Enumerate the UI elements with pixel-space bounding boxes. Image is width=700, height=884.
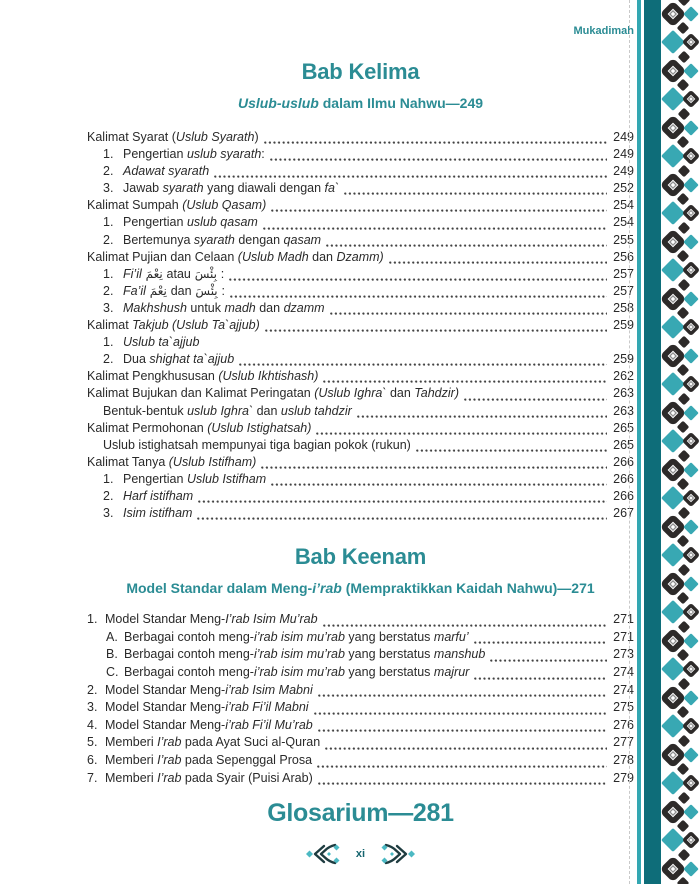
dot-leader (318, 782, 607, 785)
dot-leader (230, 295, 607, 298)
toc-row-marker: 1. (103, 266, 114, 281)
text-part: dan (170, 283, 192, 298)
chapter-title-bab-keenam: Bab Keenam (294, 544, 427, 570)
toc-page-number: 271 (613, 629, 634, 644)
toc-row-text (103, 437, 411, 454)
toc-list-bab-keenam (87, 611, 634, 787)
toc-page-number: 266 (613, 488, 634, 503)
italic-term: qasam (283, 232, 322, 247)
toc-row (87, 505, 634, 522)
text-part: Kalimat Permohonan (87, 420, 208, 435)
toc-row-marker: 1. (103, 471, 114, 486)
text-part: Kalimat Syarat ( (87, 130, 176, 144)
italic-term: i’rab isim mu’rab (253, 647, 345, 662)
toc-page-number: 279 (613, 770, 634, 785)
footer-ornament-left-icon (305, 843, 343, 865)
toc-row-marker: A. (106, 629, 118, 644)
text-part: pada Syair (Puisi Arab) (181, 770, 313, 785)
italic-term: Fa’il (123, 283, 146, 298)
toc-row-text (123, 351, 234, 368)
toc-row-text (87, 454, 256, 471)
toc-page-number: 273 (613, 647, 634, 662)
toc-row-text (123, 266, 224, 283)
toc-row (87, 629, 634, 647)
italic-term: syarath (162, 181, 204, 196)
toc-row-marker: 2. (103, 164, 114, 179)
toc-row-text (87, 385, 459, 402)
italic-term: i’rab Isim Mabni (225, 682, 313, 697)
dot-leader (344, 192, 607, 195)
glossary-heading: Glosarium—281 (267, 799, 454, 828)
dot-leader (416, 449, 607, 452)
text-part: Kalimat Pujian dan Celaan (87, 249, 238, 264)
text-part: Model Standar Meng- (105, 612, 226, 627)
italic-term: I’rab Isim Mu’rab (225, 612, 318, 627)
dot-leader (271, 483, 607, 486)
italic-term: i’rab isim mu’rab (253, 629, 345, 644)
toc-row (87, 317, 634, 334)
dot-leader (318, 694, 607, 697)
toc-row-text (123, 505, 192, 522)
toc-row (87, 437, 634, 454)
italic-term: Uslub-uslub (237, 95, 319, 111)
toc-page-number: 263 (613, 403, 634, 418)
text-part: Berbagai contoh meng- (124, 629, 254, 644)
dot-leader (490, 659, 607, 662)
page-footer (87, 843, 634, 865)
text-part: yang berstatus (344, 664, 434, 679)
italic-term: Isim istifham (123, 506, 193, 521)
toc-page-number: 263 (613, 386, 634, 401)
toc-page-number: 249 (613, 147, 634, 162)
toc-row (87, 368, 634, 385)
dot-leader (197, 517, 607, 520)
toc-row (87, 197, 634, 214)
toc-row-marker: 2. (87, 682, 98, 697)
text-part: untuk (186, 300, 225, 315)
dot-leader (318, 729, 607, 732)
text-part: Model Standar Meng- (105, 717, 226, 732)
italic-term: i’rab Fi’il Mabni (225, 700, 309, 715)
toc-row-marker: 1. (103, 147, 114, 162)
text-part: Kalimat Bujukan dan Kalimat Peringatan (87, 386, 315, 401)
toc-page-number: 254 (613, 198, 634, 213)
toc-row-text (124, 629, 469, 647)
toc-row-text (123, 232, 321, 249)
toc-row-text (123, 283, 225, 300)
toc-page-number: 259 (613, 352, 634, 367)
text-part: dan (386, 386, 415, 401)
footer-ornament-right-icon (378, 843, 416, 865)
italic-term: Adawat syarath (123, 164, 210, 179)
text-part: dan (255, 300, 284, 315)
toc-row-marker: 1. (87, 612, 98, 627)
border-teal-line (637, 0, 641, 884)
toc-page-number: 274 (613, 664, 634, 679)
italic-term: marfu’ (433, 629, 469, 644)
text-part: Bertemunya (123, 232, 194, 247)
toc-row-text (105, 699, 309, 717)
toc-page-number: 271 (613, 612, 634, 627)
italic-term: dzamm (283, 300, 325, 315)
text-part: Pengertian (123, 147, 187, 162)
dot-leader (271, 209, 607, 212)
toc-row-text (123, 488, 193, 505)
text-part: Berbagai contoh meng- (124, 664, 254, 679)
dot-leader (239, 363, 607, 366)
toc-row-text (87, 129, 259, 146)
italic-term: majrur (433, 664, 470, 679)
italic-term: madh (224, 300, 256, 315)
italic-term: Fi’il (123, 266, 142, 281)
italic-term: fa` (324, 181, 340, 196)
text-part: Pengertian (123, 471, 187, 486)
text-part: yang diawali dengan (203, 181, 325, 196)
dot-leader (198, 500, 607, 503)
dot-leader (264, 141, 607, 144)
toc-row-marker: 2. (103, 283, 114, 298)
dot-leader (317, 765, 607, 768)
dot-leader (357, 415, 607, 418)
toc-row (87, 770, 634, 788)
toc-page-number: 276 (613, 717, 634, 732)
text-part: yang berstatus (344, 629, 434, 644)
toc-row-text (105, 682, 313, 700)
toc-page-number: 274 (613, 682, 634, 697)
toc-row-text (123, 334, 199, 351)
toc-row (87, 249, 634, 266)
italic-term: Takjub (Uslub Ta`ajjub) (132, 318, 260, 333)
toc-row (87, 420, 634, 437)
toc-row-text (87, 317, 260, 334)
text-part: : (220, 266, 225, 281)
dot-leader (323, 380, 607, 383)
toc-row-text (124, 646, 485, 664)
toc-page-number: 257 (613, 283, 634, 298)
toc-row-marker: B. (106, 647, 118, 662)
arabic-term: بِئْسَ (191, 283, 222, 298)
toc-row-marker: 7. (87, 770, 98, 785)
toc-page-number: 278 (613, 752, 634, 767)
dot-leader (265, 329, 607, 332)
toc-row (87, 214, 634, 231)
text-part: Kalimat (87, 318, 133, 333)
italic-term: Uslub Istifham (186, 471, 267, 486)
toc-row (87, 403, 634, 420)
italic-term: (Uslub Istifham) (168, 454, 257, 469)
toc-page-number: 265 (613, 437, 634, 452)
toc-row-marker: 3. (103, 300, 114, 315)
arabic-term: نِعْمَ (145, 283, 171, 298)
toc-row (87, 385, 634, 402)
toc-row-text (123, 180, 339, 197)
text-part: pada Sepenggal Prosa (181, 752, 313, 767)
arabic-term: نِعْمَ (141, 266, 167, 281)
toc-row-text (87, 249, 384, 266)
text-part: Berbagai contoh meng- (124, 647, 254, 662)
toc-row-marker: 3. (103, 506, 114, 521)
toc-page-number: 257 (613, 266, 634, 281)
dot-leader (263, 227, 607, 230)
dot-leader (326, 244, 607, 247)
toc-row (87, 163, 634, 180)
toc-row-text (123, 471, 266, 488)
page-edge-mark (629, 0, 630, 884)
text-part: Memberi (105, 735, 158, 750)
toc-content (87, 0, 634, 865)
text-part: pada Ayat Suci al-Quran (181, 735, 321, 750)
dot-leader (464, 398, 607, 401)
italic-term: (Uslub Qasam) (182, 198, 267, 213)
toc-page-number: 249 (613, 164, 634, 179)
toc-page-number: 266 (613, 454, 634, 469)
toc-row-marker: 1. (103, 335, 114, 350)
dot-leader (323, 624, 607, 627)
italic-term: manshub (433, 647, 486, 662)
toc-page-number: 277 (613, 735, 634, 750)
text-part: Bentuk-bentuk (103, 403, 188, 418)
italic-term: Dzamm) (336, 249, 384, 264)
dot-leader (474, 641, 607, 644)
toc-row (87, 283, 634, 300)
toc-page-number: 259 (613, 318, 634, 333)
dot-leader (314, 712, 607, 715)
dot-leader (325, 747, 607, 750)
toc-page-number: 254 (613, 215, 634, 230)
italic-term: syarath (193, 232, 235, 247)
toc-row-text (87, 368, 318, 385)
toc-page-number: 252 (613, 181, 634, 196)
page-number-roman: xi (355, 848, 366, 861)
toc-row-marker: 5. (87, 735, 98, 750)
toc-row-text (105, 611, 318, 629)
batik-pattern-icon (661, 0, 700, 884)
toc-row (87, 699, 634, 717)
text-part: yang berstatus (344, 647, 434, 662)
italic-term: (Uslub Ighra` (314, 386, 387, 401)
dot-leader (474, 677, 607, 680)
italic-term: Harf istifham (123, 488, 194, 503)
text-part: Uslub istighatsah mempunyai tiga bagian pokok (rukun) (103, 437, 411, 452)
italic-term: i’rab isim mu’rab (253, 664, 345, 679)
toc-row (87, 488, 634, 505)
toc-row-marker: 2. (103, 488, 114, 503)
dot-leader (261, 466, 607, 469)
toc-page-number: 266 (613, 471, 634, 486)
text-part: (Mempraktikkan Kaidah Nahwu)—271 (341, 580, 595, 597)
toc-page-number: 249 (613, 130, 634, 144)
toc-page-number: 265 (613, 420, 634, 435)
toc-page-number: 275 (613, 700, 634, 715)
toc-row-marker: 1. (103, 215, 114, 230)
italic-term: uslub Ighra` (187, 403, 254, 418)
toc-row (87, 334, 634, 351)
italic-term: (Uslub Madh (237, 249, 309, 264)
text-part: : (261, 147, 265, 162)
dot-leader (229, 278, 607, 281)
dot-leader (214, 175, 607, 178)
text-part: dengan (234, 232, 284, 247)
italic-term: i’rab Fi’il Mu’rab (225, 717, 313, 732)
text-part: Memberi (105, 752, 158, 767)
toc-row (87, 180, 634, 197)
text-part: atau (166, 266, 191, 281)
toc-row (87, 266, 634, 283)
italic-term: I’rab (157, 735, 182, 750)
toc-row (87, 646, 634, 664)
italic-term: Uslub Syarath (175, 130, 255, 144)
text-part: ) (254, 130, 259, 144)
decorative-border (637, 0, 700, 884)
toc-row-marker: 3. (87, 700, 98, 715)
toc-row-marker: 3. (103, 181, 114, 196)
toc-row-marker: 2. (103, 232, 114, 247)
text-part: Pengertian (123, 215, 187, 230)
italic-term: shighat ta`ajjub (149, 352, 235, 367)
toc-row (87, 300, 634, 317)
italic-term: (Uslub Istighatsah) (207, 420, 312, 435)
text-part: dan (308, 249, 337, 264)
toc-row-marker: 6. (87, 752, 98, 767)
chapter-subtitle-bab-keenam (87, 579, 634, 597)
toc-row-text (105, 770, 313, 788)
toc-row-text (87, 197, 266, 214)
italic-term: uslub syarath (186, 147, 262, 162)
toc-row (87, 129, 634, 146)
toc-row (87, 146, 634, 163)
toc-page-number: 256 (613, 249, 634, 264)
italic-term: uslub tahdzir (280, 403, 352, 418)
running-head: Mukadimah (573, 25, 634, 37)
toc-row-text (123, 300, 325, 317)
toc-row-text (87, 420, 311, 437)
italic-term: I’rab (157, 752, 182, 767)
toc-page-number: 258 (613, 300, 634, 315)
dot-leader (316, 432, 607, 435)
toc-row-text (124, 664, 469, 682)
italic-term: i’rab (312, 580, 342, 597)
chapter-title-bab-kelima: Bab Kelima (301, 59, 420, 84)
toc-row-text (123, 146, 265, 163)
toc-row (87, 232, 634, 249)
text-part: Model Standar Meng- (105, 682, 226, 697)
italic-term: I’rab (157, 770, 182, 785)
text-part: dan (253, 403, 281, 418)
toc-row (87, 611, 634, 629)
toc-row (87, 454, 634, 471)
text-part: Kalimat Sumpah (87, 198, 183, 213)
text-part: Memberi (105, 770, 158, 785)
italic-term: uslub qasam (186, 215, 258, 230)
toc-page-number: 267 (613, 506, 634, 521)
toc-row (87, 717, 634, 735)
arabic-term: بِئْسَ (190, 266, 221, 281)
toc-row-text (123, 214, 258, 231)
dot-leader (330, 312, 607, 315)
toc-row (87, 682, 634, 700)
text-part: dalam Ilmu Nahwu—249 (318, 95, 484, 111)
toc-row-text (105, 717, 313, 735)
toc-row-text (123, 163, 209, 180)
text-part: Kalimat Pengkhususan (87, 369, 219, 384)
text-part: Model Standar Meng- (105, 700, 226, 715)
toc-row-text (103, 403, 352, 420)
dot-leader (270, 158, 607, 161)
text-part: Kalimat Tanya (87, 454, 169, 469)
toc-row (87, 734, 634, 752)
dot-leader (389, 261, 607, 264)
toc-list-bab-kelima (87, 129, 634, 522)
toc-row-marker: C. (106, 664, 119, 679)
italic-term: (Uslub Ikhtishash) (218, 369, 319, 384)
text-part: Jawab (123, 181, 163, 196)
toc-page-number: 255 (613, 232, 634, 247)
toc-row (87, 664, 634, 682)
chapter-subtitle-bab-kelima (87, 94, 634, 112)
border-dark-teal-band (644, 0, 661, 884)
italic-term: Tahdzir) (414, 386, 459, 401)
toc-row-text (105, 752, 312, 770)
toc-row (87, 351, 634, 368)
toc-row-marker: 2. (103, 352, 114, 367)
text-part: : (221, 283, 225, 298)
toc-row (87, 752, 634, 770)
italic-term: Uslub ta`ajjub (123, 335, 200, 350)
italic-term: Makhshush (123, 300, 187, 315)
toc-page-number: 262 (613, 369, 634, 384)
toc-row-marker: 4. (87, 717, 98, 732)
text-part: Dua (123, 352, 150, 367)
toc-row-text (105, 734, 320, 752)
toc-row (87, 471, 634, 488)
text-part: Model Standar dalam Meng- (126, 580, 313, 597)
